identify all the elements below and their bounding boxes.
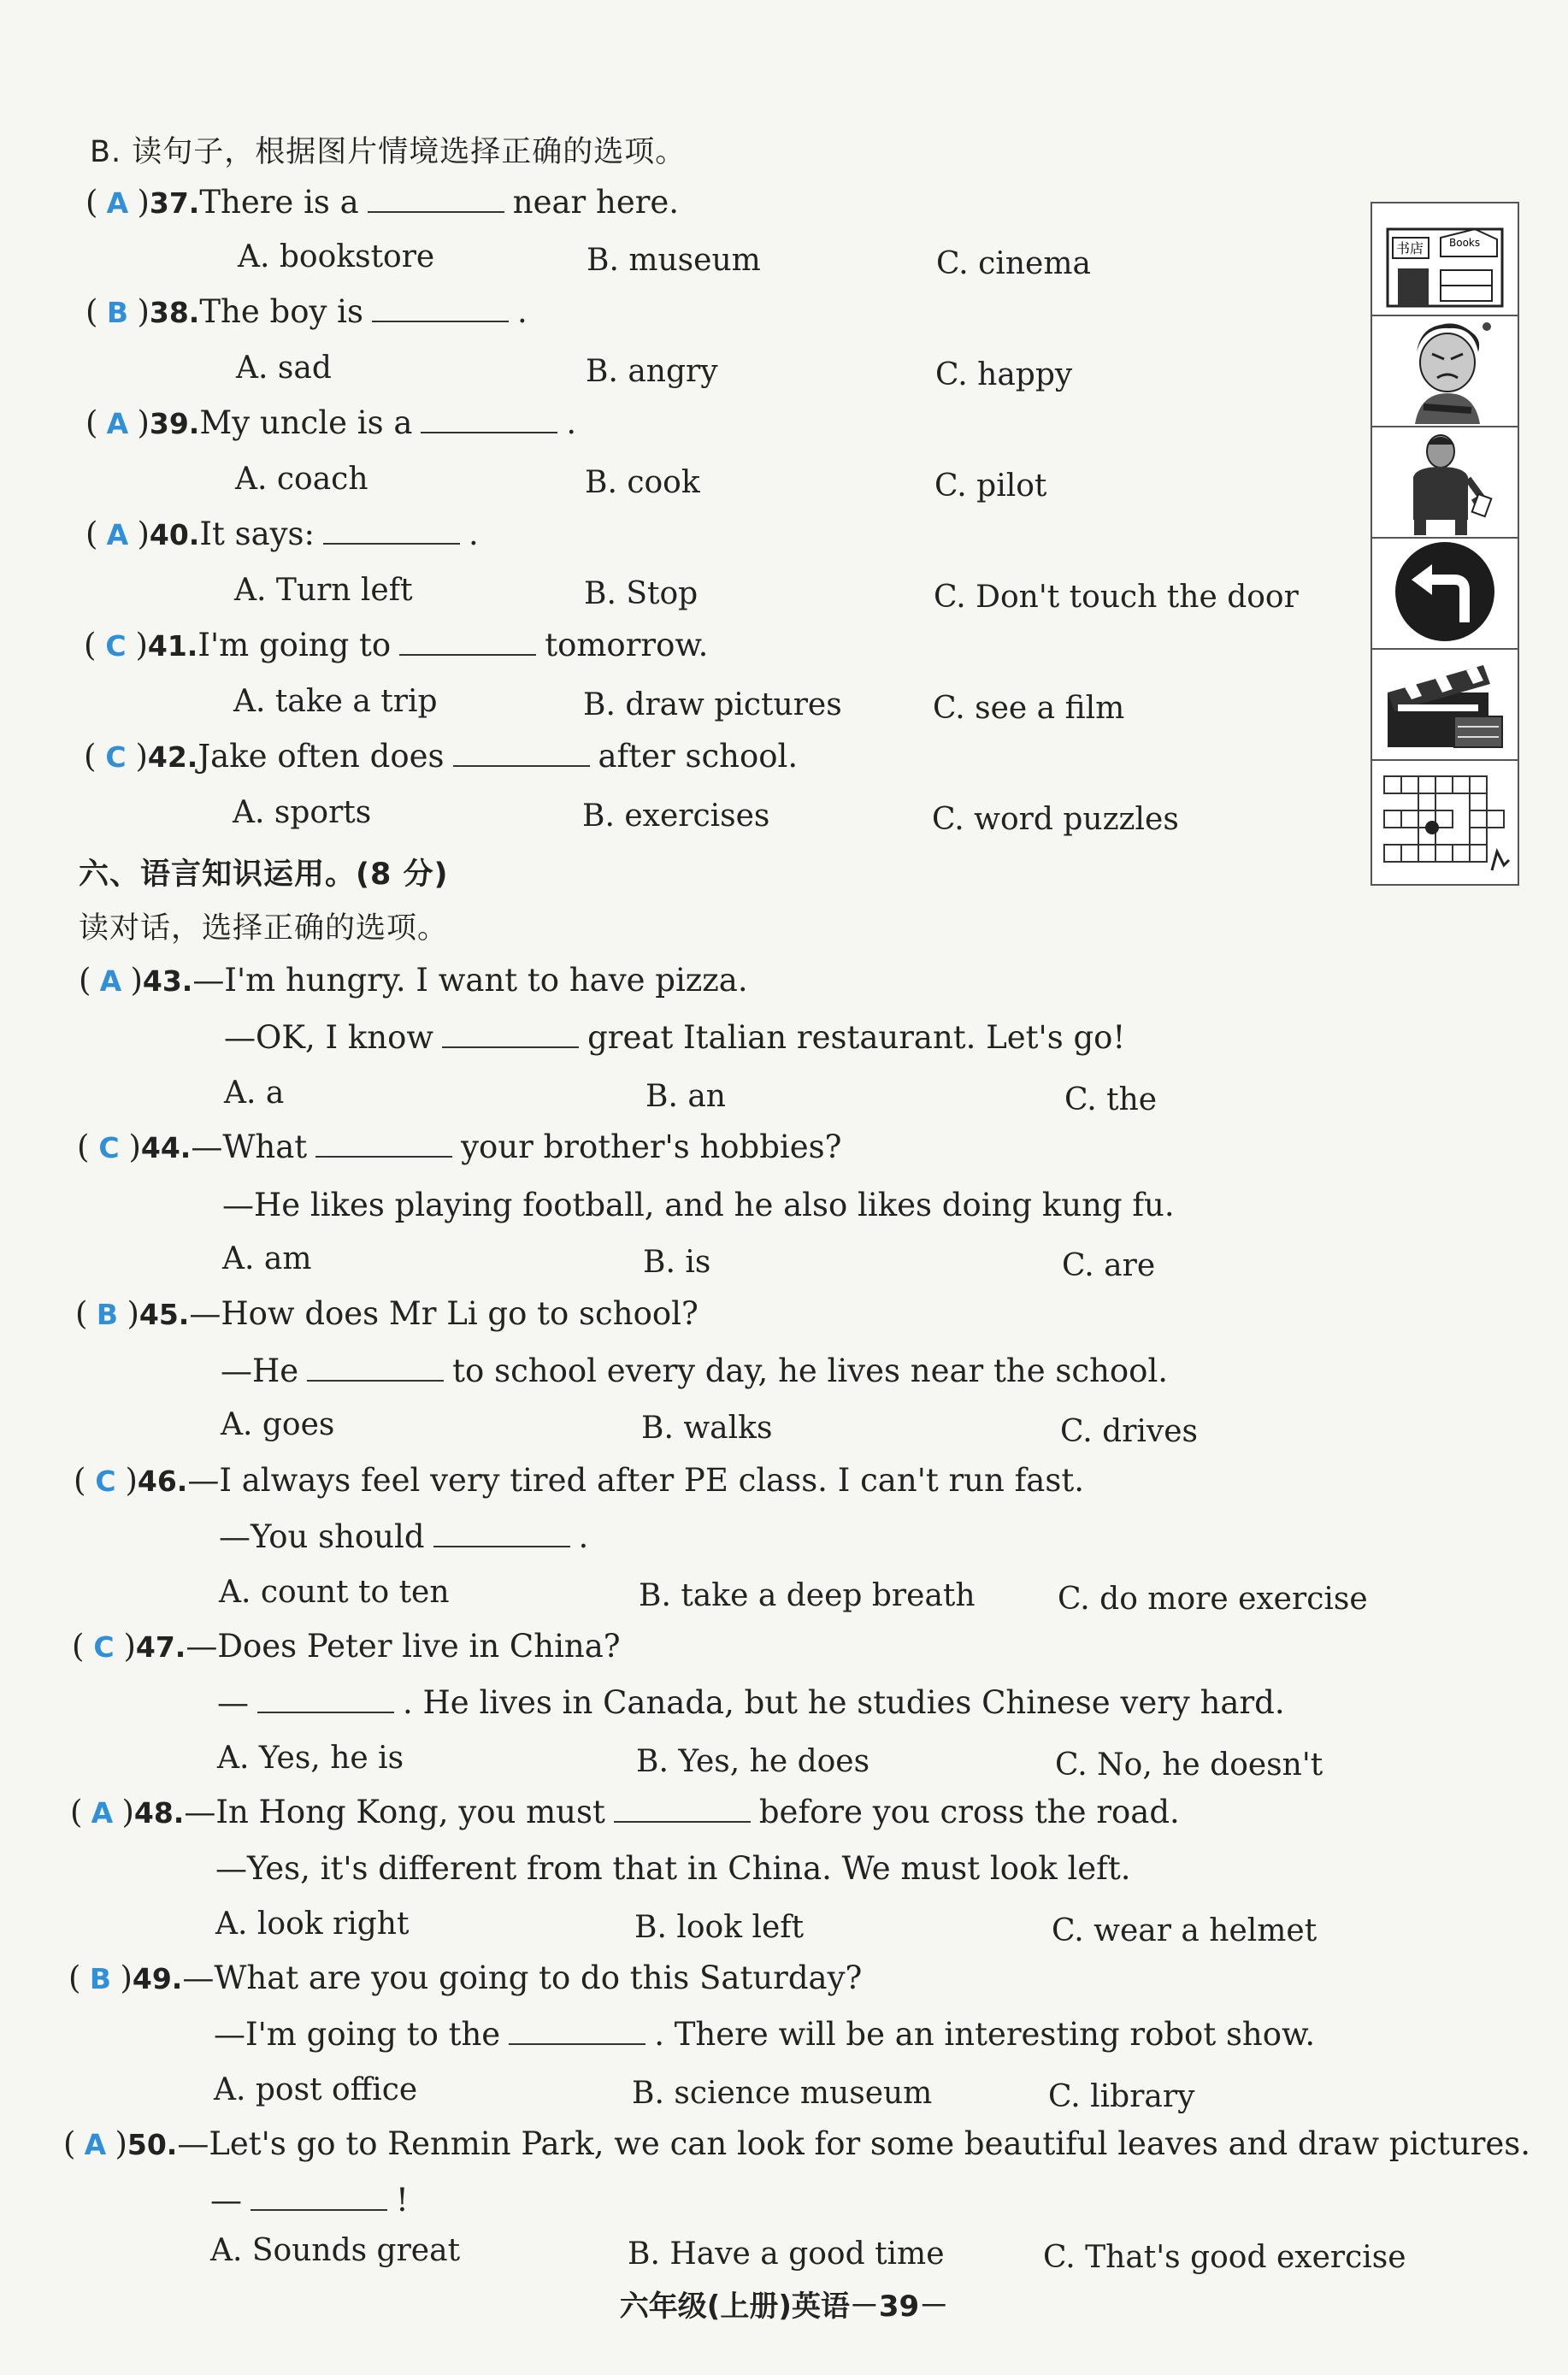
option-44-a: A. am bbox=[222, 1241, 312, 1276]
answer-blank bbox=[257, 1686, 394, 1713]
option-37-c: C. cinema bbox=[936, 246, 1091, 281]
word-puzzle-picture bbox=[1372, 759, 1518, 882]
option-39-b: B. cook bbox=[585, 465, 700, 500]
answer-37: A bbox=[106, 186, 129, 220]
page-footer: 六年级(上册)英语－39－ bbox=[619, 2290, 949, 2324]
option-50-b: B. Have a good time bbox=[628, 2237, 945, 2272]
answer-blank bbox=[315, 1130, 452, 1158]
answer-blank bbox=[509, 2018, 645, 2045]
question-42: ( C )42.Jake often does after school. bbox=[84, 738, 799, 775]
option-49-c: C. library bbox=[1048, 2079, 1195, 2114]
answer-43: A bbox=[99, 964, 122, 998]
option-44-c: C. are bbox=[1062, 1248, 1156, 1283]
option-41-b: B. draw pictures bbox=[583, 687, 842, 722]
option-40-c: C. Don't touch the door bbox=[934, 580, 1299, 615]
section-b-heading: B. 读句子，根据图片情境选择正确的选项。 bbox=[90, 135, 687, 169]
answer-blank bbox=[307, 1354, 444, 1382]
answer-blank bbox=[421, 406, 557, 433]
option-37-b: B. museum bbox=[587, 243, 761, 278]
response-46: —You should . bbox=[219, 1518, 589, 1555]
question-37: ( A )37.There is a near here. bbox=[85, 184, 680, 221]
option-49-a: A. post office bbox=[214, 2072, 418, 2107]
option-48-b: B. look left bbox=[634, 1910, 805, 1945]
response-48: —Yes, it's different from that in China. We must look left. bbox=[215, 1850, 1131, 1887]
option-46-b: B. take a deep breath bbox=[639, 1578, 976, 1613]
option-43-b: B. an bbox=[645, 1079, 726, 1114]
option-37-a: A. bookstore bbox=[238, 239, 435, 274]
answer-blank bbox=[251, 2183, 387, 2211]
question-44: ( C )44.—What your brother's hobbies? bbox=[77, 1129, 842, 1165]
option-39-a: A. coach bbox=[235, 462, 368, 497]
response-44: —He likes playing football, and he also likes doing kung fu. bbox=[222, 1187, 1175, 1223]
option-39-c: C. pilot bbox=[934, 469, 1047, 504]
option-40-b: B. Stop bbox=[584, 576, 699, 611]
answer-blank bbox=[399, 628, 536, 656]
option-38-a: A. sad bbox=[236, 351, 332, 386]
answer-40: A bbox=[106, 518, 129, 551]
question-43: ( A )43.—I'm hungry. I want to have pizza. bbox=[79, 962, 748, 999]
answer-blank bbox=[368, 186, 504, 213]
question-47: ( C )47.—Does Peter live in China? bbox=[72, 1628, 621, 1665]
bookstore-picture bbox=[1372, 203, 1518, 316]
coach-picture bbox=[1372, 426, 1518, 539]
answer-blank bbox=[453, 740, 590, 767]
film-clapper-picture bbox=[1372, 648, 1518, 761]
answer-blank bbox=[433, 1520, 570, 1547]
option-45-b: B. walks bbox=[641, 1411, 773, 1446]
answer-47: C bbox=[93, 1630, 115, 1664]
question-45: ( B )45.—How does Mr Li go to school? bbox=[75, 1295, 699, 1332]
option-50-c: C. That's good exercise bbox=[1043, 2240, 1406, 2275]
option-42-c: C. word puzzles bbox=[932, 802, 1179, 837]
option-42-a: A. sports bbox=[233, 795, 372, 830]
option-42-b: B. exercises bbox=[582, 799, 770, 834]
question-50: ( A )50.—Let's go to Renmin Park, we can look for some beautiful leaves and draw pictures. bbox=[63, 2125, 1531, 2162]
option-48-c: C. wear a helmet bbox=[1052, 1913, 1317, 1948]
response-43: —OK, I know great Italian restaurant. Let's go! bbox=[224, 1019, 1126, 1056]
answer-46: C bbox=[95, 1464, 116, 1498]
question-41: ( C )41.I'm going to tomorrow. bbox=[84, 627, 709, 663]
question-48: ( A )48.—In Hong Kong, you must before you cross the road. bbox=[70, 1794, 1180, 1830]
question-40: ( A )40.It says: . bbox=[85, 516, 479, 552]
question-38: ( B )38.The boy is . bbox=[85, 293, 528, 330]
option-48-a: A. look right bbox=[215, 1906, 410, 1942]
option-38-b: B. angry bbox=[586, 354, 718, 389]
answer-42: C bbox=[105, 740, 127, 774]
section-6-instruction: 读对话，选择正确的选项。 bbox=[79, 911, 449, 946]
option-50-a: A. Sounds great bbox=[210, 2233, 461, 2268]
response-50: — ! bbox=[210, 2182, 409, 2219]
bookstore-sign-text: 书店 bbox=[1396, 240, 1424, 256]
answer-blank bbox=[323, 517, 460, 545]
answer-41: C bbox=[105, 629, 127, 663]
option-45-a: A. goes bbox=[221, 1407, 335, 1442]
turn-left-sign-picture bbox=[1372, 537, 1518, 650]
option-49-b: B. science museum bbox=[632, 2076, 933, 2111]
angry-boy-picture bbox=[1372, 315, 1518, 427]
answer-50: A bbox=[84, 2128, 107, 2161]
option-41-a: A. take a trip bbox=[233, 684, 438, 719]
option-43-c: C. the bbox=[1064, 1082, 1158, 1117]
answer-blank bbox=[442, 1021, 579, 1048]
question-46: ( C )46.—I always feel very tired after PE class. I can't run fast. bbox=[74, 1462, 1084, 1499]
books-sign-text: Books bbox=[1449, 237, 1481, 249]
option-43-a: A. a bbox=[224, 1076, 285, 1111]
option-41-c: C. see a film bbox=[933, 691, 1125, 726]
option-47-a: A. Yes, he is bbox=[217, 1741, 404, 1776]
option-46-c: C. do more exercise bbox=[1058, 1582, 1368, 1617]
answer-48: A bbox=[91, 1796, 114, 1830]
section-6-heading: 六、语言知识运用。(8 分) bbox=[79, 857, 449, 892]
option-47-b: B. Yes, he does bbox=[636, 1744, 870, 1779]
option-47-c: C. No, he doesn't bbox=[1055, 1747, 1323, 1783]
answer-blank bbox=[614, 1795, 751, 1823]
answer-38: B bbox=[106, 296, 129, 329]
option-45-c: C. drives bbox=[1060, 1414, 1199, 1449]
question-39: ( A )39.My uncle is a . bbox=[85, 404, 577, 441]
response-47: — . He lives in Canada, but he studies Chinese very hard. bbox=[217, 1684, 1285, 1721]
response-45: —He to school every day, he lives near the school. bbox=[221, 1353, 1169, 1389]
option-38-c: C. happy bbox=[935, 357, 1073, 392]
question-49: ( B )49.—What are you going to do this Saturday? bbox=[68, 1960, 863, 1996]
picture-strip bbox=[1371, 202, 1519, 886]
response-49: —I'm going to the . There will be an interesting robot show. bbox=[214, 2016, 1316, 2053]
answer-45: B bbox=[96, 1298, 119, 1331]
option-44-b: B. is bbox=[643, 1245, 711, 1280]
answer-blank bbox=[372, 295, 509, 322]
answer-39: A bbox=[106, 407, 129, 440]
option-40-a: A. Turn left bbox=[234, 573, 413, 608]
answer-49: B bbox=[89, 1962, 112, 1995]
option-46-a: A. count to ten bbox=[219, 1575, 450, 1610]
answer-44: C bbox=[98, 1131, 120, 1164]
